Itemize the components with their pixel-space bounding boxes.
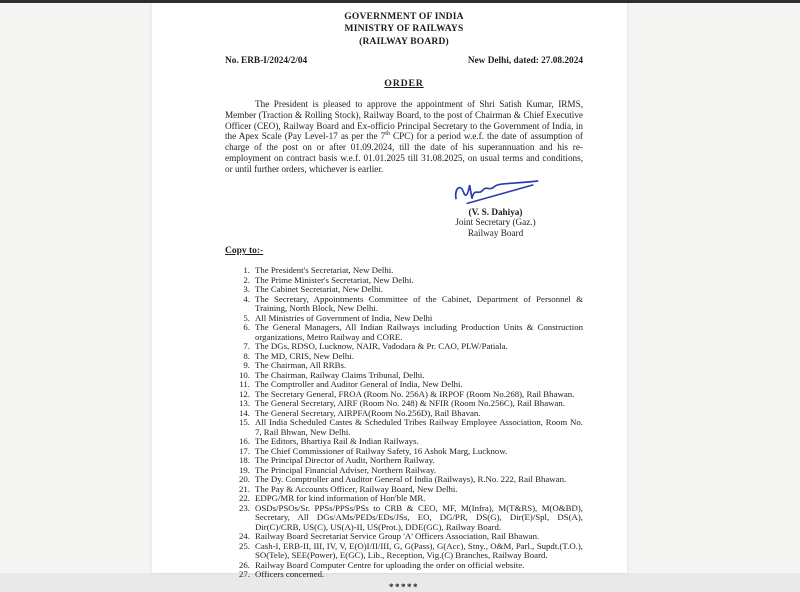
list-item bbox=[225, 542, 583, 561]
list-item-text: The Secretary General, FROA (Room No. 256A) & IRPOF (Room No.268), Rail Bhawan. bbox=[255, 388, 575, 399]
list-item-text: The Principal Director of Audit, Northern Railway. bbox=[255, 455, 435, 466]
list-item bbox=[225, 323, 583, 342]
list-item-text: The General Secretary, AIRPFA(Room No.256D), Rail Bhavan. bbox=[255, 407, 481, 418]
list-item-text: Cash-I, ERB-II, III, IV, V, E(O)I/II/III, G, G(Pass), G(Acc), Stny., O&M, Parl., Supdt.(T.O.), SO(Tele), SEE(Power), E(GC), Lib., Reception, Vig.(C) Branches, Railway Board. bbox=[255, 540, 583, 561]
letterhead-line-board: (RAILWAY BOARD) bbox=[359, 36, 449, 47]
signatory-organisation: Railway Board bbox=[467, 227, 524, 238]
list-item-number: 4. bbox=[243, 293, 250, 304]
letterhead-line-government: GOVERNMENT OF INDIA bbox=[344, 12, 464, 22]
list-item-text: The Editors, Bhartiya Rail & Indian Railways. bbox=[255, 436, 419, 447]
list-item-number: 14. bbox=[239, 407, 250, 418]
reference-number: No. ERB-I/2024/2/04 bbox=[225, 55, 308, 66]
list-item-number: 24. bbox=[239, 531, 250, 542]
paragraph-text-part2: CPC) for a period w.e.f. the date of assumption of charge of the post on or after 01.09.2024, till the date of his superannuation and his re-employment on contract basis w.e.f. 01.01.2025 till 31.08.2025, on usual terms and conditions, or until further orders, whichever is earlier. bbox=[225, 131, 583, 174]
list-item-text: The Comptroller and Auditor General of India, New Delhi. bbox=[255, 379, 463, 390]
copy-to-heading bbox=[225, 245, 583, 257]
list-item-text: The Dy. Comptroller and Auditor General of India (Railways), R.No. 222, Rail Bhawan. bbox=[255, 474, 567, 485]
order-title bbox=[225, 77, 583, 90]
list-item-number: 2. bbox=[243, 274, 250, 285]
list-item-number: 23. bbox=[239, 502, 250, 513]
list-item-text: The Prime Minister's Secretariat, New Delhi. bbox=[255, 274, 414, 285]
place-and-date: New Delhi, dated: 27.08.2024 bbox=[467, 55, 583, 66]
list-item bbox=[225, 295, 583, 314]
list-item-text: The Pay & Accounts Officer, Railway Board, New Delhi. bbox=[255, 483, 458, 494]
list-item-number: 22. bbox=[239, 493, 250, 504]
list-item-number: 6. bbox=[243, 322, 250, 333]
list-item-number: 10. bbox=[239, 369, 250, 380]
list-item-number: 27. bbox=[239, 569, 250, 580]
list-item-text: The Chairman, Railway Claims Tribunal, Delhi. bbox=[255, 369, 425, 380]
reference-row bbox=[225, 55, 583, 67]
list-item-text: The Principal Financial Adviser, Northern Railway. bbox=[255, 464, 437, 475]
list-item-text: The Secretary, Appointments Committee of the Cabinet, Department of Personnel & Training, North Block, New Delhi. bbox=[255, 293, 583, 314]
page-content bbox=[152, 3, 627, 592]
list-item-text: The Chairman, All RRBs. bbox=[255, 360, 347, 371]
list-item-number: 7. bbox=[243, 341, 250, 352]
signature-block bbox=[408, 177, 583, 239]
end-of-document-marks: ***** bbox=[389, 581, 419, 592]
handwritten-signature-icon bbox=[436, 177, 556, 209]
list-item-number: 3. bbox=[243, 284, 250, 295]
list-item-number: 17. bbox=[239, 445, 250, 456]
list-item-number: 26. bbox=[239, 559, 250, 570]
list-item-number: 18. bbox=[239, 455, 250, 466]
signatory-name: (V. S. Dahiya) bbox=[468, 206, 523, 217]
list-item-text: The General Managers, All Indian Railways including Production Units & Construction organizations, Metro Railway and CORE. bbox=[255, 322, 583, 342]
list-item-number: 11. bbox=[239, 379, 250, 390]
list-item-number: 12. bbox=[239, 388, 250, 399]
order-body-paragraph bbox=[225, 99, 583, 175]
list-item-text: The Cabinet Secretariat, New Delhi. bbox=[255, 284, 383, 295]
list-item-text: All Ministries of Government of India, New Delhi bbox=[255, 312, 433, 323]
top-border-rule bbox=[0, 0, 800, 3]
list-item-text: OSDs/PSOs/Sr. PPSs/PPSs/PSs to CRB & CEO, MF, M(Infra), M(T&RS), M(O&BD), Secretary, All DGs/AMs/PEDs/EDs/JSs, EO, DG/PR, DS(G), Dir(E)/Spl, DS(A), Dir(C)/CRB, US(C), US(A)-II, US(Prot.), DDE(GC), Railway Board. bbox=[255, 502, 583, 532]
copy-list bbox=[225, 266, 583, 580]
list-item-text: Officers concerned. bbox=[255, 569, 325, 580]
list-item-text: Railway Board Computer Centre for uploading the order on official website. bbox=[255, 559, 525, 570]
list-item-number: 15. bbox=[239, 417, 250, 428]
copy-to-heading-text: Copy to:- bbox=[225, 246, 264, 257]
list-item-number: 20. bbox=[239, 474, 250, 485]
list-item-number: 9. bbox=[243, 360, 250, 371]
list-item-text: The Chief Commissioner of Railway Safety, 16 Ashok Marg, Lucknow. bbox=[255, 445, 508, 456]
list-item-text: EDPG/MR for kind information of Hon'ble MR. bbox=[255, 493, 426, 504]
letterhead bbox=[225, 11, 583, 48]
list-item-number: 5. bbox=[243, 312, 250, 323]
list-item-text: The General Secretary, AIRF (Room No. 248) & NFIR (Room No.256C), Rail Bhawan. bbox=[255, 398, 565, 409]
list-item-number: 21. bbox=[239, 483, 250, 494]
list-item-text: The MD, CRIS, New Delhi. bbox=[255, 350, 354, 361]
list-item-text: The DGs, RDSO, Lucknow, NAIR, Vadodara & Pr. CAO, PLW/Patiala. bbox=[255, 341, 508, 352]
list-item-text: Railway Board Secretariat Service Group 'A' Officers Association, Rail Bhawan. bbox=[255, 531, 540, 542]
ordinal-superscript: th bbox=[385, 131, 390, 138]
list-item bbox=[225, 418, 583, 437]
paragraph-text-part1: The President is pleased to approve the appointment of Shri Satish Kumar, IRMS, Member (Traction & Rolling Stock), Railway Board, to the post of Chairman & Chief Executive Officer (CEO), Railway Board and Ex-officio Principal Secretary to the Government of India, in the Apex Scale (Pay Level-17 as per the 7 bbox=[225, 98, 583, 142]
signatory-designation: Joint Secretary (Gaz.) bbox=[455, 217, 536, 228]
list-item-number: 25. bbox=[239, 540, 250, 551]
list-item-text: The President's Secretariat, New Delhi. bbox=[255, 265, 394, 276]
order-title-text: ORDER bbox=[384, 77, 424, 89]
list-item-number: 13. bbox=[239, 398, 250, 409]
list-item bbox=[225, 570, 583, 580]
list-item-number: 19. bbox=[239, 464, 250, 475]
letterhead-line-ministry: MINISTRY OF RAILWAYS bbox=[344, 24, 464, 35]
list-item-number: 8. bbox=[243, 350, 250, 361]
list-item-number: 16. bbox=[239, 436, 250, 447]
list-item bbox=[225, 504, 583, 533]
list-item-text: All India Scheduled Castes & Scheduled Tribes Railway Employee Association, Room No. 7, Rail Bhwan, New Delhi. bbox=[255, 417, 583, 437]
list-item-number: 1. bbox=[243, 265, 250, 276]
document-page bbox=[152, 3, 627, 592]
